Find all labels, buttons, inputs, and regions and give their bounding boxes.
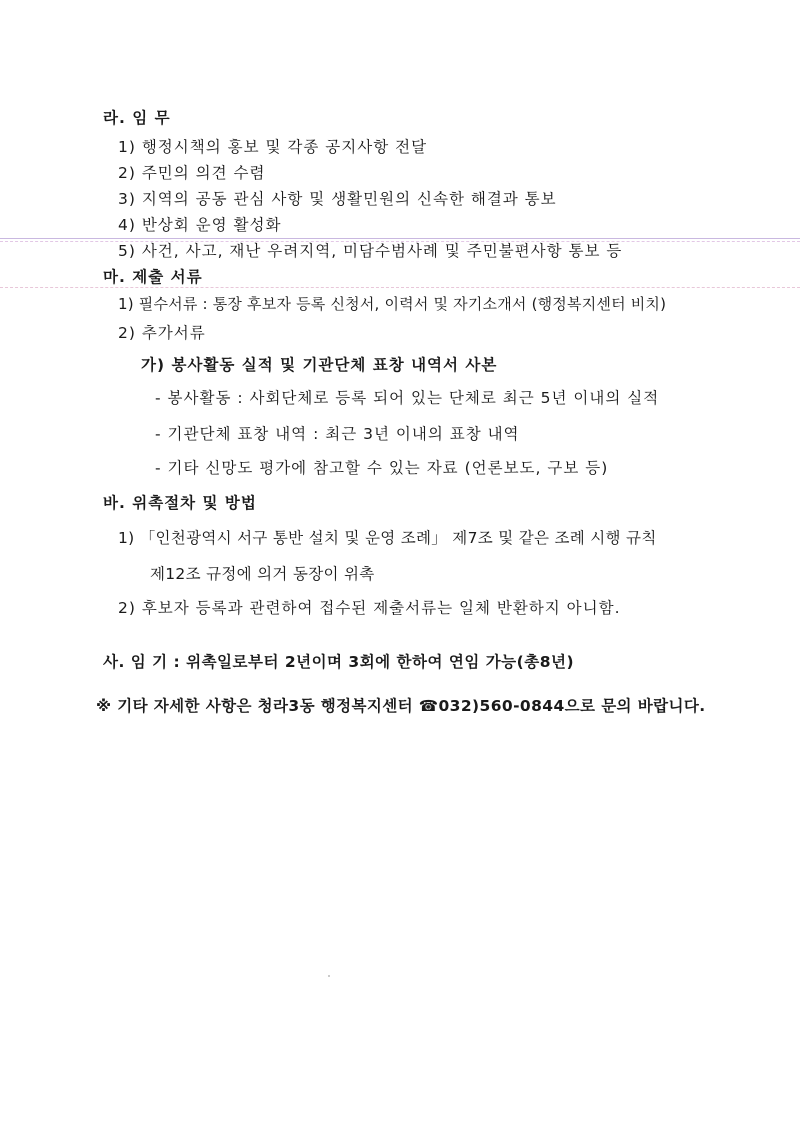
- section-heading-duties: 라. 임 무: [103, 109, 171, 127]
- procedure-item: 2) 후보자 등록과 관련하여 접수된 제출서류는 일체 반환하지 아니함.: [118, 599, 621, 617]
- duty-item: 4) 반상회 운영 활성화: [118, 216, 282, 234]
- required-documents: 1) 필수서류 : 통장 후보자 등록 신청서, 이력서 및 자기소개서 (행정복지센터 비치): [118, 295, 667, 313]
- additional-bullet: - 봉사활동 : 사회단체로 등록 되어 있는 단체로 최근 5년 이내의 실적: [155, 389, 660, 407]
- section-heading-procedure: 바. 위촉절차 및 방법: [103, 494, 257, 512]
- duty-item: 5) 사건, 사고, 재난 우려지역, 미담수범사례 및 주민불편사항 통보 등: [118, 242, 623, 260]
- additional-bullet: - 기관단체 표창 내역 : 최근 3년 이내의 표창 내역: [155, 425, 520, 443]
- section-heading-documents: 마. 제출 서류: [103, 268, 203, 286]
- procedure-item-continued: 제12조 규정에 의거 동장이 위촉: [150, 565, 375, 583]
- term-of-office: 사. 임 기 : 위촉일로부터 2년이며 3회에 한하여 연임 가능(총8년): [103, 653, 575, 671]
- scan-artifact-line: [0, 238, 800, 239]
- duty-item: 2) 주민의 의견 수렴: [118, 164, 266, 182]
- additional-documents: 2) 추가서류: [118, 324, 206, 342]
- procedure-item: 1) 「인천광역시 서구 통반 설치 및 운영 조례」 제7조 및 같은 조례 시행 규칙: [118, 529, 657, 547]
- scan-artifact-line: [0, 287, 800, 288]
- additional-subheading: 가) 봉사활동 실적 및 기관단체 표창 내역서 사본: [141, 356, 498, 374]
- duty-item: 3) 지역의 공동 관심 사항 및 생활민원의 신속한 해결과 통보: [118, 190, 557, 208]
- duty-item: 1) 행정시책의 홍보 및 각종 공지사항 전달: [118, 138, 428, 156]
- contact-note: ※ 기타 자세한 사항은 청라3동 행정복지센터 ☎032)560-0844으로 문의 바랍니다.: [96, 697, 706, 715]
- additional-bullet: - 기타 신망도 평가에 참고할 수 있는 자료 (언론보도, 구보 등): [155, 459, 609, 477]
- scan-speck: [328, 975, 330, 977]
